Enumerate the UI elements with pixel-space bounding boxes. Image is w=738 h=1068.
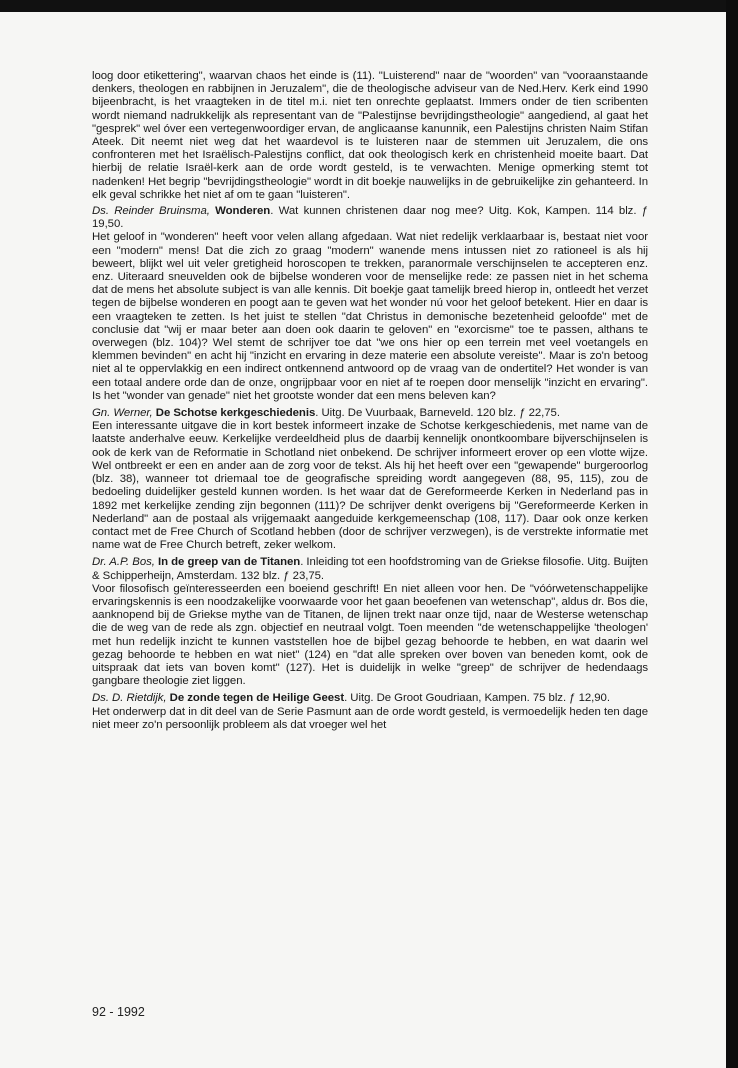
page-number: 92 - 1992: [92, 1005, 145, 1019]
review-body: Het onderwerp dat in dit deel van de Serie Pasmunt aan de orde wordt gesteld, is vermoedelijk heden ten dage niet meer zo'n persoonlijk probleem als dat vroeger wel het: [92, 705, 648, 731]
scan-edge-right: [726, 0, 738, 1068]
review-heading: [92, 407, 648, 420]
review-details: . Uitg. De Vuurbaak, Barneveld. 120 blz. ƒ 22,75.: [315, 407, 560, 420]
review-title: De zonde tegen de Heilige Geest: [169, 692, 345, 705]
review-body: Voor filosofisch geïnteresseerden een boeiend geschrift! En niet alleen voor hen. De "vóórwetenschappelijke ervaringskennis is een noodzakelijke voorwaarde voor het gaan beoefenen van wetenschap", aldus dr. Bos die, aanknopend bij de Griekse mythe van de Titanen, de lijnen trekt naar onze tijd, naar de Westerse wetenschap die de weg van de rede als zgn. objectief en neutraal volgt. Toen meenden "de wetenschappelijke 'theologen' met hun redelijk inzicht te kunnen vaststellen hoe de bijbel gezag behoorde te hebben, en wat daarin wel gezag behoorde te hebben en wat niet" (124) en "dat alle spreken over boven van beneden komt, ook de uitspraak dat iets van boven komt" (127). Het is duidelijk in welke "greep" de schrijver de hedendaags gangbare theologie ziet liggen.: [92, 582, 648, 688]
review-author: Gn. Werner,: [92, 407, 153, 420]
article-column: [92, 70, 648, 736]
review-2: [92, 407, 648, 552]
review-1: [92, 205, 648, 403]
review-title: In de greep van de Titanen: [158, 556, 301, 569]
review-title: Wonderen: [215, 205, 271, 218]
review-heading: [92, 205, 648, 231]
scan-edge-top: [0, 0, 738, 12]
review-details: . Inleiding tot een hoofdstroming van de Griekse filosofie. Uitg. Buijten & Schipperheijn, Amsterdam. 132 blz. ƒ 23,75.: [92, 556, 648, 582]
intro-paragraph: loog door etikettering", waarvan chaos het einde is (11). "Luisterend" naar de "woorden" van "vooraanstaande denkers, theologen en rabbijnen in Jeruzalem", die de theologische adviseur van de Ned.Herv. Kerk eind 1990 bijeenbracht, is het vraagteken in de titel m.i. niet ten onrechte geplaatst. Immers onder de tien scribenten wordt niemand nadrukkelijk als representant van de "Palestijnse bevrijdingstheologie" aangediend, al gaat het "gesprek" wel óver een vertegenwoordiger ervan, de anglicaanse kanunnik, een Palestijns christen Naim Stifan Ateek. Dit neemt niet weg dat het waardevol is te luisteren naar de stemmen uit Jeruzalem, die ons confronteren met het Israëlisch-Palestijns conflict, dat ook theologisch kerk en christenheid moeite baart. Dat hierbij de relatie Israël-kerk aan de orde wordt gesteld, is te verwachten. Menige opmerking stemt tot nadenken! Het begrip "bevrijdingstheologie" wordt in dit boekje nauwelijks in de gebruikelijke zin gehanteerd. In elk geval schrikke het niet af om te gaan "luisteren".: [92, 70, 648, 201]
review-author: Ds. Reinder Bruinsma,: [92, 205, 210, 218]
review-details: . Wat kunnen christenen daar nog mee? Uitg. Kok, Kampen. 114 blz. ƒ 19,50.: [92, 205, 648, 231]
review-heading: [92, 692, 648, 705]
review-author: Dr. A.P. Bos,: [92, 556, 155, 569]
review-4: [92, 692, 648, 732]
review-details: . Uitg. De Groot Goudriaan, Kampen. 75 blz. ƒ 12,90.: [344, 692, 610, 705]
review-body: Een interessante uitgave die in kort bestek informeert inzake de Schotse kerkgeschiedenis, met name van de laatste anderhalve eeuw. Kerkelijke verdeeldheid plus de daarbij kennelijk onontkoombare bijverschijnselen is ook de kerk van de Reformatie in Schotland niet onbekend. De schrijver informeert erover op een vlotte wijze. Wel ontbreekt er een en ander aan de zorg voor de tekst. Als hij het heeft over een "gewapende" burgeroorlog (blz. 38), wanneer tot driemaal toe de geografische spreiding wordt aangegeven (88, 95, 115), zou de bedoeling duidelijker gesteld kunnen worden. Is het waar dat de Gereformeerde Kerken in Nederland pas in 1892 met kerkelijke zending zijn begonnen (111)? De schrijver denkt overigens bij "Gereformeerde Kerken in Nederland" aan de postaal als vrijgemaakt aangeduide kerkgemeenschap (108, 117). Daar ook onze kerken contact met de Free Church of Scotland hebben (door de schrijver verzwegen), is de verstrekte informatie met name wat de Free Church betreft, zeker welkom.: [92, 420, 648, 552]
review-heading: [92, 556, 648, 582]
review-author: Ds. D. Rietdijk,: [92, 692, 167, 705]
review-3: [92, 556, 648, 688]
review-title: De Schotse kerkgeschiedenis: [155, 407, 316, 420]
review-body: Het geloof in "wonderen" heeft voor velen allang afgedaan. Wat niet redelijk verklaarbaar is, bestaat niet voor een "modern" mens! Dat die zich zo graag "modern" wanende mens intussen niet zo rationeel is als hij beweert, blijkt wel uit veler gretigheid horoscopen te trekken, paranormale verschijnselen te accepteren enz. enz. Uiteraard sneuvelden ook de bijbelse wonderen voor de menselijke rede: ze passen niet in het schema dat de mens het absolute subject is van alle kennis. Dit boekje gaat tamelijk breed hierop in, ontleedt het verzet tegen de bijbelse wonderen en poogt aan te geven wat het wonder nú voor het geloof betekent. Hier en daar is een vraagteken te zetten. Is het juist te stellen "dat Christus in demonische bezetenheid geloofde" met de conclusie dat "wij er maar beter aan doen ook daarin te geloven" en "exorcisme" toe te passen, althans te overwegen (blz. 104)? Wel stemt de schrijver toe dat "we ons hier op een terrein met veel voetangels en klemmen bevinden" en acht hij "inzicht en ervaring in deze materie een absolute vereiste". Maar is zo'n betoog niet al te oppervlakkig en een indirect ontkennend antwoord op de vraag van de ondertitel? Het wonder is van een totaal andere orde dan de onze, ongrijpbaar voor en niet af te roepen door menselijk "inzicht en ervaring". Is het "wonder van genade" niet het grootste wonder dat een mens beleven kan?: [92, 231, 648, 402]
